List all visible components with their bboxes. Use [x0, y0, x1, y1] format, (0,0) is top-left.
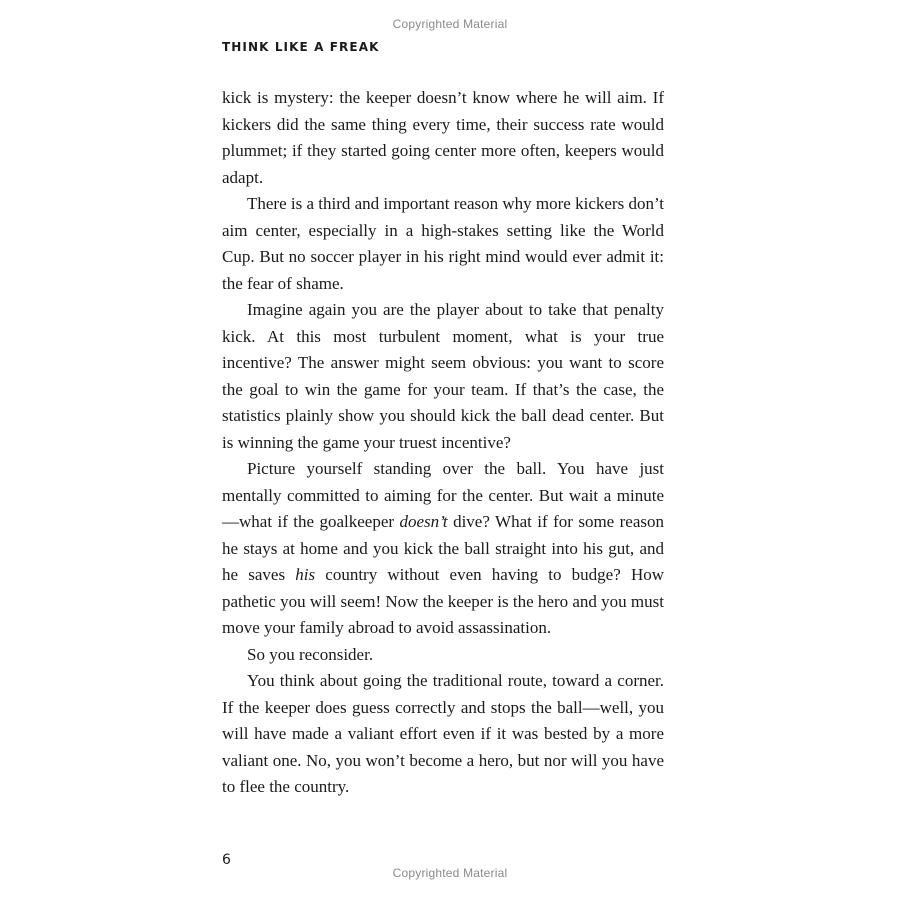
page-number: 6: [222, 852, 231, 868]
running-head: THINK LIKE A FREAK: [222, 40, 380, 54]
emphasis-his: his: [295, 565, 316, 584]
paragraph-3: Imagine again you are the player about to take that penalty kick. At this most turbulent moment, what is your true incentive? The answer might seem obvious: you want to score the goal to win the game for your team. If that’s the case, the statistics plainly show you should kick the ball dead center. But is winning the game your truest incentive?: [222, 300, 664, 452]
paragraph-4-part-c: dive? What if for some reason he stays at home and you kick the ball straight into his gut, and he saves: [222, 512, 665, 584]
paragraph-4-part-a: Picture yourself standing over the ball. You have just mentally committed to aiming for the center. But wait a minute—what if the goalkeeper: [222, 459, 664, 531]
copyright-watermark-top: Copyrighted Material: [392, 17, 508, 31]
copyright-watermark-bottom: Copyrighted Material: [392, 866, 508, 880]
paragraph-5: So you reconsider.: [247, 644, 374, 664]
paragraph-2: There is a third and important reason why more kickers don’t aim center, especially in a high-stakes setting like the World Cup. But no soccer player in his right mind would ever admit it: the fear of shame.: [222, 194, 665, 293]
page-body: [222, 85, 664, 801]
paragraph-4: [222, 456, 664, 642]
emphasis-doesnt: doesn’t: [399, 512, 448, 531]
paragraph-4-part-e: country without even having to budge? How pathetic you will seem! Now the keeper is the hero and you must move your family abroad to avoid assassination.: [222, 565, 664, 637]
paragraph-6: You think about going the traditional route, toward a corner. If the keeper does guess correctly and stops the ball—well, you will have made a valiant effort even if it was bested by a more valiant one. No, you won’t become a hero, but nor will you have to flee the country.: [222, 671, 664, 796]
paragraph-1: kick is mystery: the keeper doesn’t know where he will aim. If kickers did the same thing every time, their success rate would plummet; if they started going center more often, keepers would adapt.: [222, 88, 664, 187]
